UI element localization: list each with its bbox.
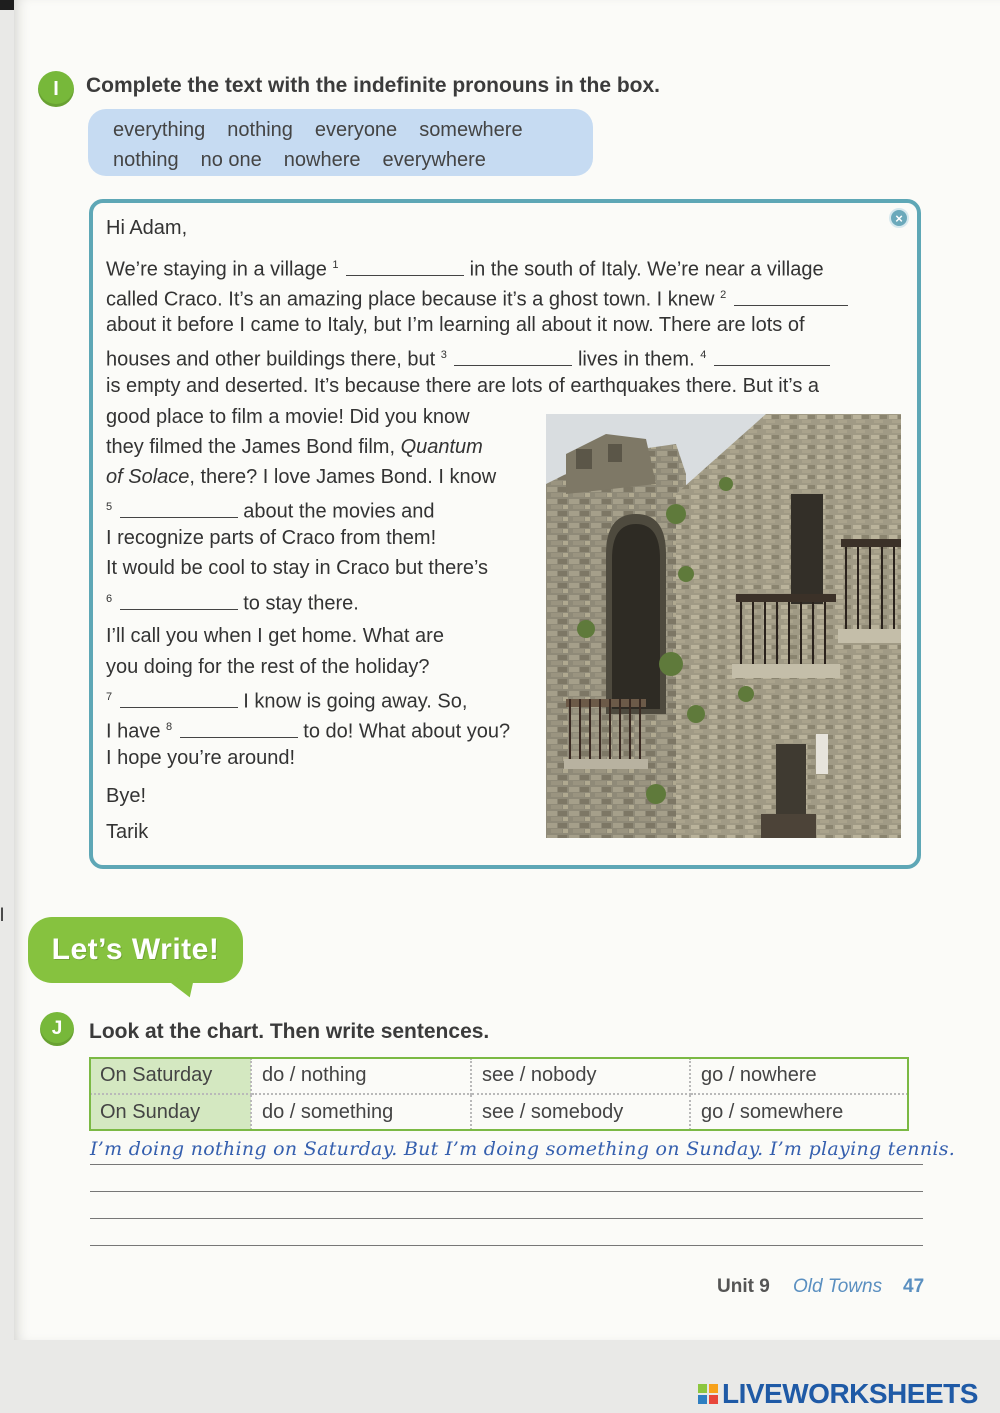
exercise-badge-i: I bbox=[38, 71, 74, 107]
word-row bbox=[113, 115, 593, 145]
letter-greeting: Hi Adam, bbox=[106, 217, 188, 239]
edge-text-fragment: l bbox=[0, 905, 4, 925]
blank-4[interactable] bbox=[714, 348, 830, 366]
table-row bbox=[90, 1094, 908, 1130]
table-cell: go / somewhere bbox=[701, 1101, 844, 1123]
liveworksheets-icon bbox=[698, 1384, 718, 1404]
craco-building-photo bbox=[546, 414, 901, 838]
blank-5[interactable] bbox=[120, 500, 238, 518]
word-row bbox=[113, 145, 593, 175]
footer-title: Old Towns bbox=[793, 1276, 883, 1297]
word-option: somewhere bbox=[419, 119, 523, 141]
word-option: nothing bbox=[227, 119, 293, 141]
blank-number: 6 bbox=[106, 593, 113, 605]
table-cell-day: On Saturday bbox=[90, 1058, 251, 1094]
exercise-badge-j: J bbox=[40, 1012, 74, 1046]
letter-line: We’re staying in a village $^1$ in the south of Italy. We’re near a village bbox=[106, 258, 824, 281]
liveworksheets-logo[interactable] bbox=[698, 1378, 978, 1410]
blank-7[interactable] bbox=[120, 690, 238, 708]
film-title: Quantum bbox=[400, 436, 483, 458]
blank-number: 2 bbox=[720, 289, 727, 301]
letter-line: $^6$ to stay there. bbox=[106, 592, 359, 615]
blank-number: 8 bbox=[166, 721, 173, 733]
film-title: of Solace bbox=[106, 466, 190, 488]
blank-2[interactable] bbox=[734, 288, 848, 306]
page-number: 47 bbox=[903, 1276, 925, 1297]
blank-number: 4 bbox=[700, 349, 707, 361]
table-cell: go / nowhere bbox=[690, 1058, 908, 1094]
letter-line: called Craco. It’s an amazing place because it’s a ghost town. I knew $^2$ bbox=[106, 283, 848, 312]
letter-line: I recognize parts of Craco from them! bbox=[106, 527, 437, 549]
letter-line: good place to film a movie! Did you know bbox=[106, 406, 470, 428]
exercise-instruction-j: Look at the chart. Then write sentences. bbox=[89, 1020, 490, 1043]
letter-closing: Bye! bbox=[106, 785, 147, 807]
letter-line: of Solace, there? I love James Bond. I know bbox=[106, 466, 497, 488]
blank-number: 1 bbox=[332, 259, 339, 271]
word-option: nothing bbox=[113, 149, 179, 171]
letter-line: I’ll call you when I get home. What are bbox=[106, 625, 444, 647]
exercise-instruction-i: Complete the text with the indefinite pronouns in the box. bbox=[86, 74, 661, 97]
letter-signature: Tarik bbox=[106, 821, 149, 843]
letter-line: I have $^8$ to do! What about you? bbox=[106, 720, 511, 743]
word-option: everything bbox=[113, 119, 206, 141]
blank-8[interactable] bbox=[180, 720, 298, 738]
blank-6[interactable] bbox=[120, 592, 238, 610]
close-icon[interactable]: × bbox=[889, 208, 909, 228]
table-cell: do / something bbox=[251, 1094, 471, 1130]
writing-line[interactable] bbox=[90, 1245, 923, 1246]
word-option: nowhere bbox=[283, 149, 361, 171]
letter-line: about it before I came to Italy, but I’m learning all about it now. There are lots of bbox=[106, 314, 805, 336]
example-answer: I’m doing nothing on Saturday. But I’m doing something on Sunday. I’m playing tennis. bbox=[90, 1138, 956, 1160]
letter-line: they filmed the James Bond film, Quantum bbox=[106, 436, 483, 458]
word-option: everywhere bbox=[382, 149, 486, 171]
letter-line: I hope you’re around! bbox=[106, 747, 296, 769]
letter-line: is empty and deserted. It’s because there are lots of earthquakes there. But it’s a bbox=[106, 375, 820, 397]
word-box bbox=[88, 109, 593, 176]
letter-line: houses and other buildings there, but $^3$ lives in them. $^4$ bbox=[106, 343, 830, 372]
blank-3[interactable] bbox=[454, 348, 572, 366]
letter-line: It would be cool to stay in Craco but there’s bbox=[106, 557, 489, 579]
table-row bbox=[90, 1058, 908, 1094]
blank-number: 3 bbox=[440, 349, 447, 361]
blank-number: 5 bbox=[106, 501, 113, 513]
footer-unit: Unit 9 bbox=[717, 1276, 770, 1297]
brand-name: LIVEWORKSHEETS bbox=[722, 1378, 978, 1409]
letter-line: you doing for the rest of the holiday? bbox=[106, 656, 430, 678]
letter-line: $^7$ I know is going away. So, bbox=[106, 690, 468, 713]
word-option: everyone bbox=[314, 119, 398, 141]
writing-line[interactable] bbox=[90, 1218, 923, 1219]
writing-line[interactable] bbox=[90, 1164, 923, 1165]
table-cell: do / nothing bbox=[251, 1058, 471, 1094]
letter-line: $^5$ about the movies and bbox=[106, 500, 435, 523]
table-cell: see / nobody bbox=[471, 1058, 690, 1094]
word-option: no one bbox=[200, 149, 262, 171]
table-cell-day: On Sunday bbox=[90, 1094, 251, 1130]
lets-write-banner: Let’s Write! bbox=[28, 917, 243, 983]
table-cell: see / somebody bbox=[471, 1094, 690, 1130]
activity-chart bbox=[90, 1058, 908, 1130]
blank-1[interactable] bbox=[346, 258, 464, 276]
writing-line[interactable] bbox=[90, 1191, 923, 1192]
blank-number: 7 bbox=[106, 691, 113, 703]
